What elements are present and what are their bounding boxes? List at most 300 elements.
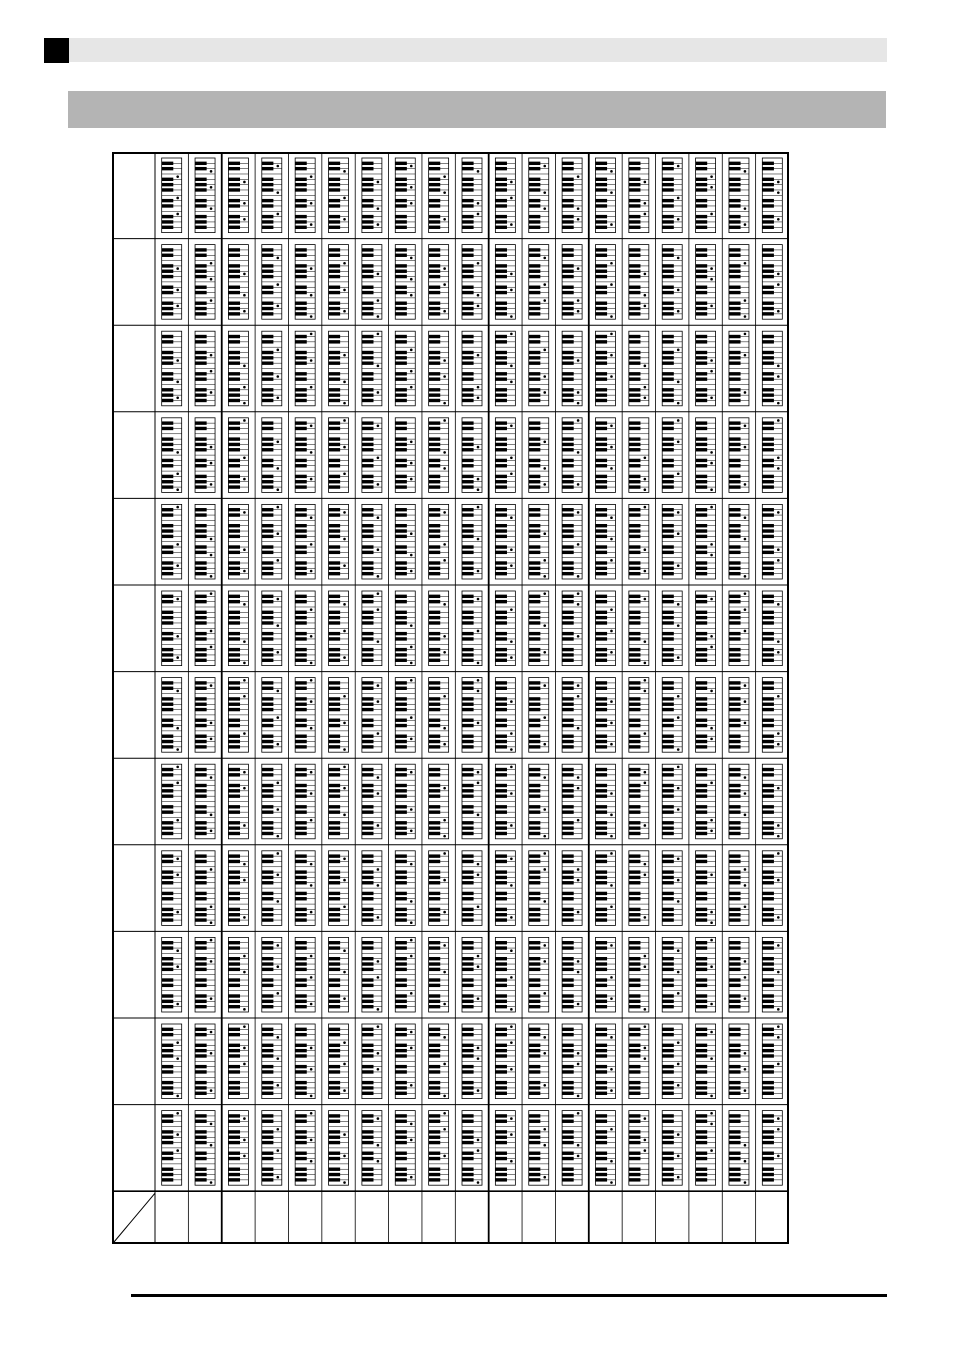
black-key bbox=[228, 821, 240, 824]
black-key bbox=[195, 784, 207, 787]
note-marker bbox=[377, 700, 380, 703]
black-key bbox=[329, 876, 341, 879]
black-key bbox=[295, 687, 307, 690]
black-key bbox=[462, 393, 474, 396]
note-marker bbox=[276, 488, 279, 491]
note-marker bbox=[443, 971, 446, 974]
black-key bbox=[462, 708, 474, 711]
black-key bbox=[429, 356, 441, 359]
black-key bbox=[462, 485, 474, 488]
black-key bbox=[495, 475, 507, 478]
black-key bbox=[329, 535, 341, 538]
black-key bbox=[495, 892, 507, 895]
note-marker bbox=[577, 310, 580, 313]
note-marker bbox=[543, 375, 546, 378]
black-key bbox=[329, 351, 341, 354]
black-key bbox=[762, 632, 774, 635]
note-marker bbox=[243, 787, 246, 790]
black-key bbox=[462, 621, 474, 624]
black-key bbox=[495, 361, 507, 364]
note-marker bbox=[744, 391, 747, 394]
black-key bbox=[529, 611, 541, 614]
note-marker bbox=[677, 624, 680, 627]
black-key bbox=[696, 648, 708, 651]
black-key bbox=[562, 443, 574, 446]
black-key bbox=[162, 248, 174, 251]
black-key bbox=[429, 968, 441, 971]
note-marker bbox=[777, 273, 780, 276]
black-key bbox=[262, 860, 274, 863]
black-key bbox=[228, 745, 240, 748]
black-key bbox=[429, 513, 441, 516]
black-key bbox=[595, 183, 607, 186]
black-key bbox=[662, 167, 674, 170]
black-key bbox=[362, 735, 374, 738]
black-key bbox=[529, 199, 541, 202]
black-key bbox=[729, 167, 741, 170]
black-key bbox=[295, 768, 307, 771]
black-key bbox=[295, 703, 307, 706]
note-marker bbox=[276, 852, 279, 855]
black-key bbox=[495, 312, 507, 315]
note-marker bbox=[610, 262, 613, 265]
black-key bbox=[696, 437, 708, 440]
note-marker bbox=[710, 451, 713, 454]
black-key bbox=[429, 291, 441, 294]
note-marker bbox=[310, 1003, 313, 1006]
black-key bbox=[162, 687, 174, 690]
black-key bbox=[295, 892, 307, 895]
black-key bbox=[162, 399, 174, 402]
black-key bbox=[295, 388, 307, 391]
black-key bbox=[629, 703, 641, 706]
black-key bbox=[429, 621, 441, 624]
black-key bbox=[228, 876, 240, 879]
note-marker bbox=[610, 516, 613, 519]
black-key bbox=[595, 876, 607, 879]
black-key bbox=[562, 653, 574, 656]
black-key bbox=[195, 637, 207, 640]
black-key bbox=[495, 918, 507, 921]
note-marker bbox=[343, 262, 346, 265]
black-key bbox=[362, 377, 374, 380]
black-key bbox=[562, 291, 574, 294]
note-marker bbox=[310, 976, 313, 979]
note-marker bbox=[310, 608, 313, 611]
black-key bbox=[729, 464, 741, 467]
black-key bbox=[729, 600, 741, 603]
black-key bbox=[162, 984, 174, 987]
black-key bbox=[529, 567, 541, 570]
note-marker bbox=[276, 598, 279, 601]
note-marker bbox=[443, 852, 446, 855]
black-key bbox=[562, 611, 574, 614]
black-key bbox=[329, 220, 341, 223]
black-key bbox=[228, 199, 240, 202]
black-key bbox=[629, 312, 641, 315]
black-key bbox=[395, 291, 407, 294]
note-marker bbox=[310, 359, 313, 362]
black-key bbox=[429, 805, 441, 808]
black-key bbox=[595, 529, 607, 532]
black-key bbox=[762, 427, 774, 430]
black-key bbox=[729, 908, 741, 911]
black-key bbox=[295, 616, 307, 619]
black-key bbox=[462, 356, 474, 359]
black-key bbox=[195, 393, 207, 396]
black-key bbox=[629, 805, 641, 808]
note-marker bbox=[677, 402, 680, 405]
black-key bbox=[429, 264, 441, 267]
note-marker bbox=[744, 538, 747, 541]
black-key bbox=[362, 616, 374, 619]
note-marker bbox=[343, 289, 346, 292]
note-marker bbox=[677, 857, 680, 860]
black-key bbox=[662, 178, 674, 181]
black-key bbox=[429, 897, 441, 900]
note-marker bbox=[410, 440, 413, 443]
black-key bbox=[662, 286, 674, 289]
black-key bbox=[529, 254, 541, 257]
black-key bbox=[696, 600, 708, 603]
black-key bbox=[329, 637, 341, 640]
black-key bbox=[629, 784, 641, 787]
black-key bbox=[262, 946, 274, 949]
black-key bbox=[262, 226, 274, 229]
black-key bbox=[762, 388, 774, 391]
black-key bbox=[329, 270, 341, 273]
black-key bbox=[228, 356, 240, 359]
black-key bbox=[262, 897, 274, 900]
black-key bbox=[395, 485, 407, 488]
black-key bbox=[395, 805, 407, 808]
black-key bbox=[195, 361, 207, 364]
black-key bbox=[395, 810, 407, 813]
black-key bbox=[662, 545, 674, 548]
note-marker bbox=[610, 223, 613, 226]
black-key bbox=[429, 611, 441, 614]
black-key bbox=[696, 567, 708, 570]
black-key bbox=[762, 302, 774, 305]
note-marker bbox=[477, 997, 480, 1000]
black-key bbox=[529, 361, 541, 364]
black-key bbox=[195, 719, 207, 722]
black-key bbox=[762, 621, 774, 624]
black-key bbox=[462, 768, 474, 771]
black-key bbox=[562, 561, 574, 564]
black-key bbox=[362, 508, 374, 511]
black-key bbox=[362, 784, 374, 787]
black-key bbox=[696, 784, 708, 787]
black-key bbox=[662, 291, 674, 294]
black-key bbox=[262, 399, 274, 402]
black-key bbox=[495, 356, 507, 359]
black-key bbox=[696, 708, 708, 711]
black-key bbox=[595, 832, 607, 835]
black-key bbox=[529, 687, 541, 690]
note-marker bbox=[443, 402, 446, 405]
black-key bbox=[162, 485, 174, 488]
black-key bbox=[195, 789, 207, 792]
black-key bbox=[395, 513, 407, 516]
black-key bbox=[462, 1000, 474, 1003]
black-key bbox=[462, 632, 474, 635]
black-key bbox=[295, 572, 307, 575]
black-key bbox=[762, 870, 774, 873]
black-key bbox=[429, 719, 441, 722]
black-key bbox=[729, 648, 741, 651]
black-key bbox=[329, 1005, 341, 1008]
black-key bbox=[495, 876, 507, 879]
black-key bbox=[662, 897, 674, 900]
black-key bbox=[495, 529, 507, 532]
black-key bbox=[362, 529, 374, 532]
black-key bbox=[262, 335, 274, 338]
black-key bbox=[696, 162, 708, 165]
note-marker bbox=[410, 662, 413, 665]
black-key bbox=[228, 561, 240, 564]
note-marker bbox=[477, 354, 480, 357]
note-marker bbox=[243, 879, 246, 882]
note-marker bbox=[243, 916, 246, 919]
black-key bbox=[729, 789, 741, 792]
black-key bbox=[295, 448, 307, 451]
section-marker-square bbox=[44, 38, 69, 63]
black-key bbox=[262, 356, 274, 359]
black-key bbox=[262, 567, 274, 570]
note-marker bbox=[677, 695, 680, 698]
black-key bbox=[295, 204, 307, 207]
note-marker bbox=[477, 679, 480, 682]
black-key bbox=[329, 443, 341, 446]
black-key bbox=[195, 427, 207, 430]
note-marker bbox=[677, 165, 680, 168]
black-key bbox=[495, 708, 507, 711]
note-marker bbox=[410, 386, 413, 389]
black-key bbox=[562, 226, 574, 229]
black-key bbox=[429, 908, 441, 911]
black-key bbox=[228, 854, 240, 857]
black-key bbox=[329, 307, 341, 310]
black-key bbox=[729, 892, 741, 895]
black-key bbox=[629, 204, 641, 207]
black-key bbox=[762, 226, 774, 229]
black-key bbox=[562, 794, 574, 797]
black-key bbox=[762, 513, 774, 516]
note-marker bbox=[410, 771, 413, 774]
black-key bbox=[495, 254, 507, 257]
note-marker bbox=[744, 516, 747, 519]
black-key bbox=[762, 286, 774, 289]
black-key bbox=[162, 897, 174, 900]
note-marker bbox=[610, 852, 613, 855]
black-key bbox=[729, 215, 741, 218]
black-key bbox=[495, 1000, 507, 1003]
black-key bbox=[762, 529, 774, 532]
black-key bbox=[362, 984, 374, 987]
note-marker bbox=[543, 808, 546, 811]
note-marker bbox=[243, 1008, 246, 1011]
black-key bbox=[262, 773, 274, 776]
black-key bbox=[195, 724, 207, 727]
black-key bbox=[262, 448, 274, 451]
black-key bbox=[395, 204, 407, 207]
black-key bbox=[262, 437, 274, 440]
black-key bbox=[696, 768, 708, 771]
black-key bbox=[262, 870, 274, 873]
black-key bbox=[529, 475, 541, 478]
black-key bbox=[562, 810, 574, 813]
black-key bbox=[195, 421, 207, 424]
black-key bbox=[495, 545, 507, 548]
black-key bbox=[262, 697, 274, 700]
black-key bbox=[262, 162, 274, 165]
black-key bbox=[529, 377, 541, 380]
black-key bbox=[529, 913, 541, 916]
black-key bbox=[762, 745, 774, 748]
black-key bbox=[329, 275, 341, 278]
black-key bbox=[529, 653, 541, 656]
note-marker bbox=[343, 949, 346, 952]
black-key bbox=[729, 264, 741, 267]
black-key bbox=[362, 307, 374, 310]
black-key bbox=[462, 551, 474, 554]
black-key bbox=[462, 687, 474, 690]
black-key bbox=[329, 703, 341, 706]
note-marker bbox=[777, 283, 780, 286]
black-key bbox=[696, 918, 708, 921]
black-key bbox=[228, 421, 240, 424]
header-bar bbox=[44, 38, 887, 62]
black-key bbox=[362, 270, 374, 273]
black-key bbox=[595, 427, 607, 430]
note-marker bbox=[443, 695, 446, 698]
black-key bbox=[362, 708, 374, 711]
black-key bbox=[395, 918, 407, 921]
note-marker bbox=[510, 1008, 513, 1011]
note-marker bbox=[777, 548, 780, 551]
black-key bbox=[696, 551, 708, 554]
black-key bbox=[595, 513, 607, 516]
black-key bbox=[762, 437, 774, 440]
black-key bbox=[662, 508, 674, 511]
black-key bbox=[729, 302, 741, 305]
black-key bbox=[329, 529, 341, 532]
black-key bbox=[495, 637, 507, 640]
note-marker bbox=[310, 516, 313, 519]
black-key bbox=[729, 632, 741, 635]
black-key bbox=[262, 719, 274, 722]
black-key bbox=[729, 199, 741, 202]
black-key bbox=[329, 427, 341, 430]
note-marker bbox=[744, 299, 747, 302]
note-marker bbox=[644, 732, 647, 735]
black-key bbox=[262, 881, 274, 884]
black-key bbox=[562, 204, 574, 207]
note-marker bbox=[243, 218, 246, 221]
black-key bbox=[595, 312, 607, 315]
note-marker bbox=[744, 814, 747, 817]
note-marker bbox=[577, 879, 580, 882]
black-key bbox=[529, 745, 541, 748]
black-key bbox=[429, 312, 441, 315]
black-key bbox=[362, 485, 374, 488]
note-marker bbox=[410, 186, 413, 189]
black-key bbox=[495, 957, 507, 960]
black-key bbox=[429, 372, 441, 375]
black-key bbox=[395, 881, 407, 884]
black-key bbox=[362, 595, 374, 598]
black-key bbox=[329, 632, 341, 635]
black-key bbox=[729, 659, 741, 662]
note-marker bbox=[477, 598, 480, 601]
black-key bbox=[729, 826, 741, 829]
black-key bbox=[595, 162, 607, 165]
black-key bbox=[395, 794, 407, 797]
note-marker bbox=[310, 570, 313, 573]
note-marker bbox=[443, 175, 446, 178]
black-key bbox=[696, 529, 708, 532]
black-key bbox=[429, 881, 441, 884]
black-key bbox=[162, 335, 174, 338]
note-marker bbox=[677, 440, 680, 443]
black-key bbox=[595, 826, 607, 829]
black-key bbox=[362, 340, 374, 343]
black-key bbox=[696, 561, 708, 564]
black-key bbox=[629, 773, 641, 776]
black-key bbox=[395, 393, 407, 396]
black-key bbox=[195, 183, 207, 186]
note-marker bbox=[777, 402, 780, 405]
note-marker bbox=[677, 900, 680, 903]
black-key bbox=[429, 703, 441, 706]
black-key bbox=[429, 545, 441, 548]
black-key bbox=[395, 773, 407, 776]
black-key bbox=[395, 978, 407, 981]
black-key bbox=[162, 957, 174, 960]
black-key bbox=[629, 632, 641, 635]
black-key bbox=[662, 459, 674, 462]
note-marker bbox=[343, 197, 346, 200]
black-key bbox=[529, 918, 541, 921]
black-key bbox=[762, 204, 774, 207]
note-marker bbox=[610, 630, 613, 633]
black-key bbox=[329, 897, 341, 900]
black-key bbox=[429, 270, 441, 273]
note-marker bbox=[310, 175, 313, 178]
black-key bbox=[195, 226, 207, 229]
black-key bbox=[629, 810, 641, 813]
note-marker bbox=[276, 349, 279, 352]
black-key bbox=[295, 784, 307, 787]
black-key bbox=[762, 703, 774, 706]
note-marker bbox=[577, 592, 580, 595]
black-key bbox=[595, 399, 607, 402]
black-key bbox=[629, 421, 641, 424]
black-key bbox=[529, 351, 541, 354]
black-key bbox=[462, 892, 474, 895]
black-key bbox=[462, 475, 474, 478]
black-key bbox=[162, 703, 174, 706]
black-key bbox=[395, 745, 407, 748]
black-key bbox=[195, 307, 207, 310]
black-key bbox=[262, 361, 274, 364]
black-key bbox=[762, 459, 774, 462]
black-key bbox=[262, 421, 274, 424]
black-key bbox=[595, 860, 607, 863]
black-key bbox=[395, 427, 407, 430]
black-key bbox=[429, 307, 441, 310]
